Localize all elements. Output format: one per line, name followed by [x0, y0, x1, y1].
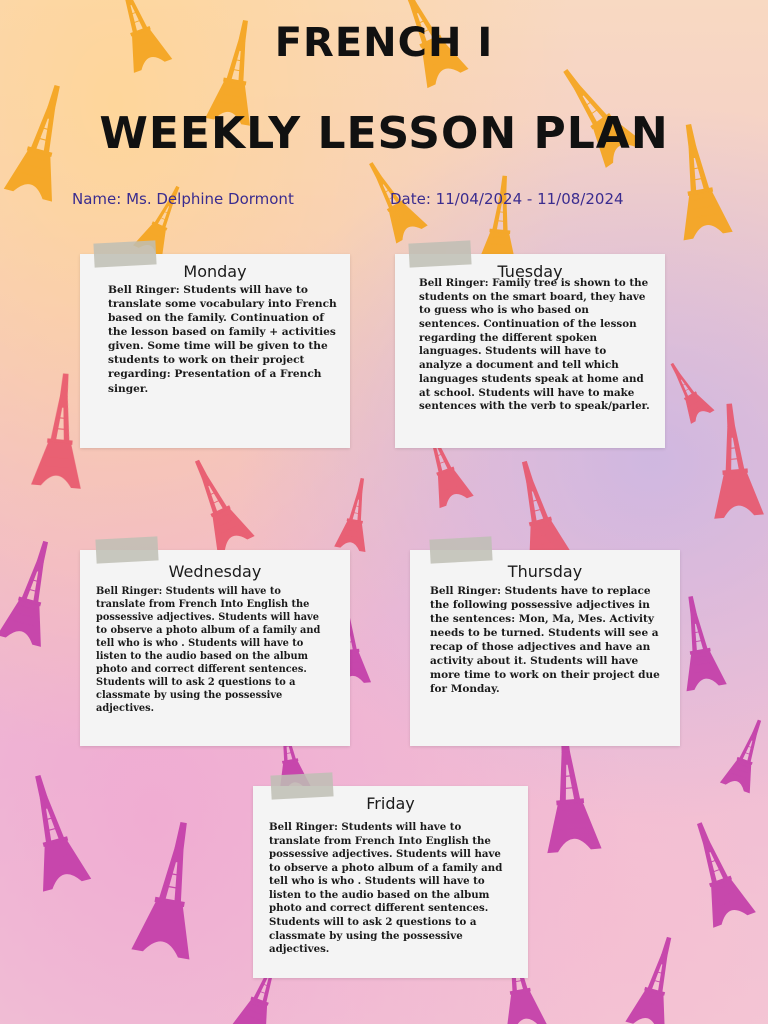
tape-decoration — [93, 240, 156, 267]
wednesday-card — [80, 550, 350, 746]
teacher-name: Name: Ms. Delphine Dormont — [72, 190, 294, 208]
wednesday-text: Bell Ringer: Students will have to translate from French Into English the possessive adjectives. Students will have to observe a photo album of a family and tell who is who . Students will have to listen to the audio based on the album photo and correct different sentences. Students will to ask 2 questions to a classmate by using the possessive adjectives. — [96, 586, 321, 715]
tape-decoration — [270, 772, 333, 799]
friday-text: Bell Ringer: Students will have to translate from French Into English the possessive adjectives. Students will have to observe a photo album of a family and tell who is who . Students will have to listen to the audio based on the album photo and correct different sentences. Students will to ask 2 questions to a classmate by using the possessive adjectives. — [269, 821, 503, 956]
monday-card — [80, 254, 350, 448]
monday-title: Monday — [183, 262, 247, 281]
tuesday-title: Tuesday — [497, 262, 563, 281]
thursday-text: Bell Ringer: Students have to replace the following possessive adjectives in the sentences: Mon, Ma, Mes. Activity needs to be turned. Students will see a recap of those adjectives and have an activity about it. Students will have more time to work on their project due for Monday. — [430, 585, 660, 695]
tape-decoration — [429, 536, 492, 563]
week-date: Date: 11/04/2024 - 11/08/2024 — [390, 190, 624, 208]
thursday-title: Thursday — [507, 562, 583, 581]
friday-card — [253, 786, 528, 978]
page-title-line1: FRENCH I — [274, 20, 494, 66]
wednesday-title: Wednesday — [168, 562, 262, 581]
monday-text: Bell Ringer: Students will have to translate some vocabulary into French based on the family. Continuation of the lesson based on family + activities given. Some time will be given to the students to work on their project regarding: Presentation of a French singer. — [108, 284, 337, 395]
tape-decoration — [408, 240, 471, 267]
tape-decoration — [95, 536, 158, 563]
thursday-card — [410, 550, 680, 746]
page-title-line2: WEEKLY LESSON PLAN — [99, 108, 669, 159]
friday-title: Friday — [366, 794, 415, 813]
tuesday-card — [395, 254, 665, 448]
tuesday-text: Bell Ringer: Family tree is shown to the students on the smart board, they have to guess who is who based on sentences. Continuation of the lesson regarding the different spoken languages. Students will have to analyze a document and tell which languages students speak at home and at school. Students will have to make sentences with the verb to speak/parler. — [419, 277, 650, 413]
